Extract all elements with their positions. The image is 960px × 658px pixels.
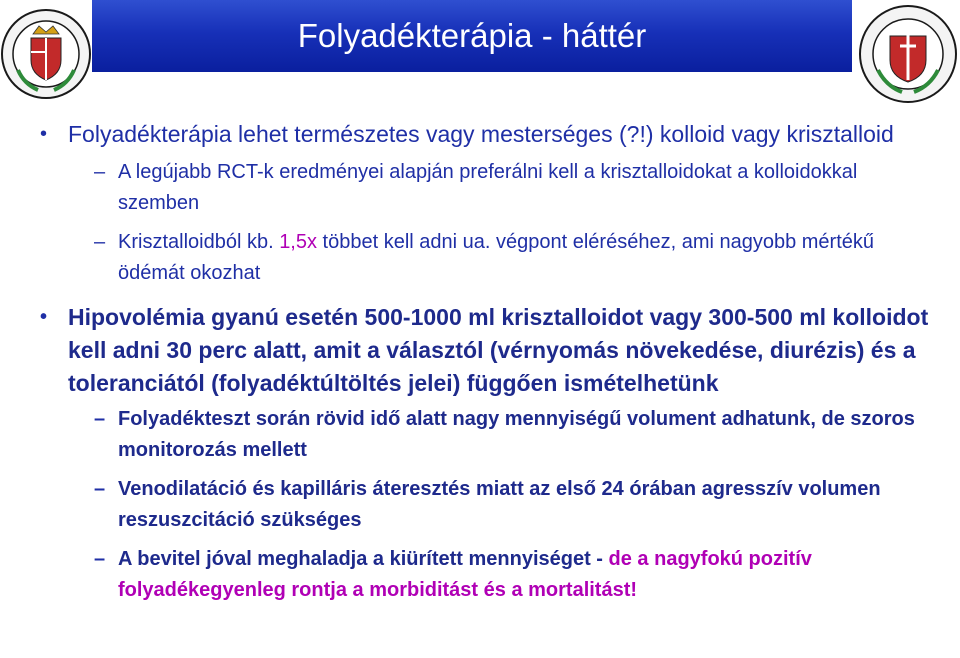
title-bar: [92, 0, 852, 72]
dash-icon: –: [94, 231, 106, 253]
bullet-2-sub-3-highlight: de a nagyfokú pozitív folyadékegyenleg rontja a morbiditást és a mortalitást!: [118, 548, 812, 601]
bullet-dot-icon: •: [40, 306, 48, 328]
dash-icon: –: [94, 408, 106, 430]
dash-icon: –: [94, 161, 106, 183]
dash-icon: –: [94, 548, 106, 570]
slide-title: Folyadékterápia - háttér: [297, 17, 647, 54]
bullet-1-sub-2-highlight: 1,5x: [279, 231, 317, 253]
bullet-1-sub-2-pre: Krisztalloidból kb.: [118, 231, 280, 253]
bullet-2-sub-2-text: Venodilatáció és kapilláris áteresztés miatt az első 24 órában agresszív volumen reszuszcitáció szükséges: [118, 478, 881, 531]
bullet-2-sub-1: [40, 404, 940, 466]
bullet-2-sub-3: [40, 544, 940, 606]
slide-content: [40, 118, 940, 614]
university-seal-right-icon: [852, 0, 960, 112]
bullet-2-sub-1-text: Folyadékteszt során rövid idő alatt nagy mennyiségű volument adhatunk, de szoros monitorozás mellett: [118, 408, 915, 461]
bullet-1: [40, 118, 940, 151]
bullet-2: [40, 301, 940, 400]
bullet-1-sub-2-post: többet kell adni ua. végpont eléréséhez, ami nagyobb mértékű ödémát okozhat: [118, 231, 875, 284]
bullet-1-sub-1-text: A legújabb RCT-k eredményei alapján preferálni kell a krisztalloidokat a kolloidokkal szemben: [118, 161, 858, 214]
bullet-dot-icon: •: [40, 123, 48, 145]
bullet-1-sub-1: [40, 157, 940, 219]
dash-icon: –: [94, 478, 106, 500]
university-seal-left-icon: [0, 0, 92, 112]
bullet-1-text: Folyadékterápia lehet természetes vagy mesterséges (?!) kolloid vagy krisztalloid: [68, 121, 894, 147]
bullet-2-sub-3-pre: A bevitel jóval meghaladja a kiürített mennyiséget -: [118, 548, 609, 570]
bullet-2-text: Hipovolémia gyanú esetén 500-1000 ml krisztalloidot vagy 300-500 ml kolloidot kell adni 30 perc alatt, amit a választól (vérnyomás növekedése, diurézis) és a toleranciától (folyadéktúltöltés jelei) függően ismételhetünk: [68, 304, 929, 396]
bullet-1-sub-2: [40, 227, 940, 289]
bullet-2-sub-2: [40, 474, 940, 536]
